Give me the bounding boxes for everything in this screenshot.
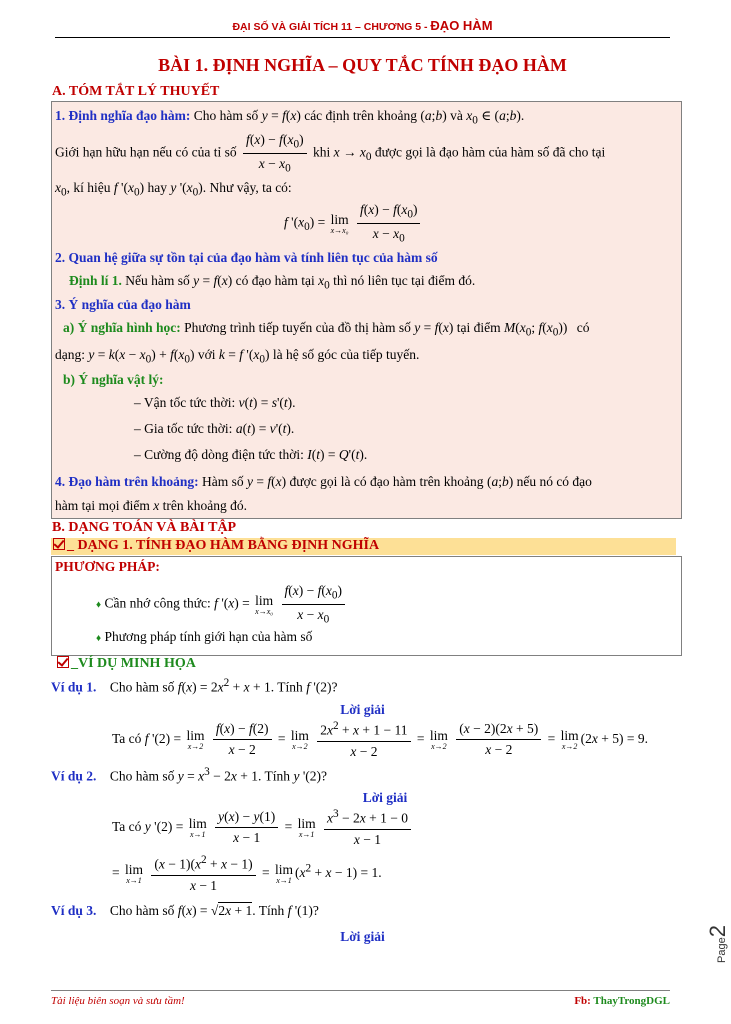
footer-rule [51, 990, 670, 991]
acceleration-line: – Gia tốc tức thời: a(t) = v'(t). [134, 421, 295, 436]
geometric-meaning-line-1: a) Ý nghĩa hình học: Phương trình tiếp tuyến của đồ thị hàm số y = f(x) tại điểm $M(x_0$; $f(x_0)$) có [63, 320, 590, 339]
interval-derivative-line-2: hàm tại mọi điểm x trên khoảng đó. [55, 498, 247, 513]
method-box [51, 556, 682, 656]
physical-meaning-heading: b) Ý nghĩa vật lý: [63, 372, 164, 387]
example-2-solution-line-2: = lim x→1 $\frac{(x - 1)(x^2 + x - 1)}{x - 1}$ = lim x→1 $(x^2 + x - 1) = 1$. [112, 854, 382, 893]
type-1-banner: _ DẠNG 1. TÍNH ĐẠO HÀM BẰNG ĐỊNH NGHĨA [51, 538, 676, 555]
footer-author: Fb: ThayTrongDGL [574, 995, 670, 1007]
velocity-line: – Vận tốc tức thời: v(t) = s'(t). [134, 395, 296, 410]
method-bullet-1: ♦ Cần nhớ công thức: f '(x) = lim x→x₀ $\frac{f(x) - f(x_0)}{x - x_0}$ [96, 583, 348, 625]
example-3-question: Ví dụ 3. Cho hàm số f(x) = √2x + 1. Tính f '(1)? [51, 903, 319, 918]
section-a-heading: A. TÓM TẮT LÝ THUYẾT [52, 84, 220, 99]
checkbox-icon [57, 656, 69, 668]
section-b-heading: B. DẠNG TOÁN VÀ BÀI TẬP [52, 520, 237, 535]
definition-line-3: $x_0$, kí hiệu f '$(x_0)$ hay y '$(x_0)$. Như vậy, ta có: [55, 180, 292, 199]
example-1-solution: Ta có f '(2) = lim x→2 $\frac{f(x) - f(2)}{x - 2}$ = lim x→2 $\frac{2x^2 + x + 1 - 11}{x - 2}$ = lim x→2 $\frac{(x - 2)(2x + 5)}{x - 2}$ = lim x→2 (2x + 5) = 9. [112, 720, 648, 759]
footer-note: Tài liệu biên soạn và sưu tầm! [51, 995, 185, 1007]
example-2-question: Ví dụ 2. Cho hàm số $y = x^3 - 2x + 1$. Tính y '(2)? [51, 766, 327, 784]
interval-derivative-line-1: 4. Đạo hàm trên khoảng: Hàm số y = f(x) được gọi là có đạo hàm trên khoảng (a;b) nếu nó có đạo [55, 474, 592, 489]
geometric-meaning-line-2: dạng: $y = k(x - x_0) + f(x_0)$ với k = f '$(x_0)$ là hệ số góc của tiếp tuyến. [55, 347, 420, 366]
header-rule [55, 37, 670, 38]
theory-box [51, 101, 682, 519]
example-2-solution-line-1: Ta có y '(2) = lim x→1 $\frac{y(x) - y(1)}{x - 1}$ = lim x→1 $\frac{x^3 - 2x + 1 - 0}{x - 1}$ [112, 808, 414, 848]
example-2-solution-label: Lời giải [362, 790, 408, 805]
method-bullet-2: ♦ Phương pháp tính giới hạn của hàm số [96, 629, 313, 644]
page-header: ĐẠI SỐ VÀ GIẢI TÍCH 11 – CHƯƠNG 5 - ĐẠO HÀM [232, 18, 493, 33]
example-1-question: Ví dụ 1. Cho hàm số $f(x) = 2x^2 + x + 1$. Tính f '(2)? [51, 677, 338, 695]
section-2-heading: 2. Quan hệ giữa sự tồn tại của đạo hàm và tính liên tục của hàm số [55, 250, 438, 265]
example-3-solution-label: Lời giải [340, 929, 385, 944]
examples-heading: _VÍ DỤ MINH HỌA [57, 656, 196, 672]
theorem-1: Định lí 1. Nếu hàm số y = f(x) có đạo hàm tại $x_0$ thì nó liên tục tại điểm đó. [69, 273, 476, 292]
diamond-bullet-icon: ♦ [96, 599, 102, 611]
definition-line-2: Giới hạn hữu hạn nếu có của tỉ số $\frac{f(x) - f(x_0)}{x - x_0}$ khi $x \to x_0$ được gọi là đạo hàm của hàm số đã cho tại [55, 132, 606, 175]
method-heading: PHƯƠNG PHÁP: [55, 559, 160, 574]
definition-line-1: 1. Định nghĩa đạo hàm: Cho hàm số y = f(x) các định trên khoảng (a;b) và $x_0$ ∈ (a;b). [55, 108, 525, 127]
diamond-bullet-icon: ♦ [96, 633, 102, 644]
page-number: Page2 [705, 925, 730, 963]
definition-formula: f '$(x_0)$ = lim x→x₀ $\frac{f(x) - f(x_0)}{x - x_0}$ [284, 202, 423, 244]
chapter-title: ĐẠO HÀM [430, 18, 493, 33]
lesson-title: BÀI 1. ĐỊNH NGHĨA – QUY TẮC TÍNH ĐẠO HÀM [158, 55, 567, 75]
current-line: – Cường độ dòng điện tức thời: I(t) = Q'(t). [134, 447, 368, 462]
checkbox-icon [53, 538, 65, 550]
example-1-solution-label: Lời giải [340, 702, 385, 717]
section-3-heading: 3. Ý nghĩa của đạo hàm [55, 297, 191, 312]
